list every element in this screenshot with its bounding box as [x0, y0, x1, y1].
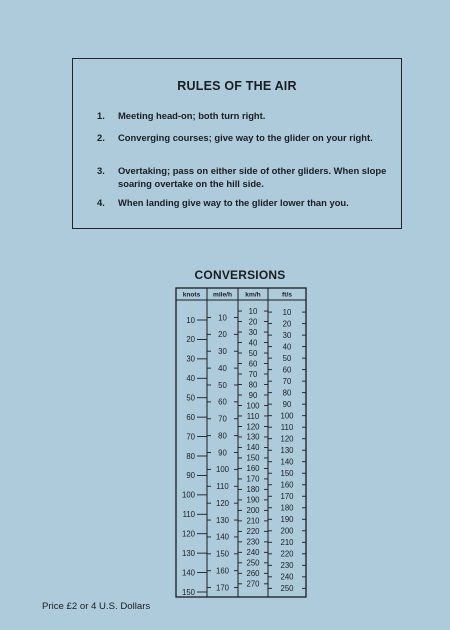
kmh-label: 30 — [248, 327, 258, 337]
column-header: mile/h — [212, 291, 233, 299]
fts-label: 140 — [280, 457, 294, 467]
mph-label: 120 — [215, 498, 230, 508]
fts-label: 240 — [280, 572, 294, 582]
fts-label: 230 — [280, 561, 294, 571]
mph-label: 150 — [215, 549, 230, 559]
mph-label: 100 — [215, 465, 230, 475]
fts-label: 190 — [280, 515, 294, 525]
mph-label: 160 — [215, 566, 230, 576]
kmh-label: 110 — [246, 411, 260, 421]
rule-text: Meeting head-on; both turn right. — [118, 110, 266, 121]
price-note: Price £2 or 4 U.S. Dollars — [42, 601, 151, 612]
fts-label: 40 — [282, 342, 292, 352]
knots-label: 110 — [182, 510, 195, 520]
mph-label: 60 — [218, 397, 227, 407]
kmh-label: 20 — [248, 317, 258, 327]
knots-label: 140 — [181, 568, 195, 578]
rule-number: 1. — [97, 110, 105, 121]
knots-label: 100 — [181, 490, 195, 500]
kmh-label: 40 — [248, 338, 258, 348]
kmh-label: 100 — [246, 401, 260, 411]
mph-label: 110 — [216, 482, 229, 492]
kmh-label: 150 — [246, 453, 260, 463]
kmh-label: 90 — [248, 390, 258, 400]
fts-label: 90 — [282, 399, 292, 409]
column-header: km/h — [245, 291, 261, 299]
mph-label: 50 — [218, 380, 227, 390]
rule-number: 2. — [97, 132, 105, 143]
kmh-label: 210 — [246, 516, 260, 526]
fts-label: 60 — [282, 365, 292, 375]
knots-label: 60 — [186, 412, 195, 422]
knots-label: 70 — [186, 432, 195, 442]
knots-label: 130 — [181, 548, 195, 558]
knots-label: 150 — [181, 587, 195, 597]
mph-label: 130 — [215, 515, 230, 525]
fts-label: 10 — [282, 307, 292, 317]
kmh-label: 200 — [246, 506, 260, 516]
kmh-label: 60 — [248, 359, 258, 369]
fts-label: 210 — [280, 538, 294, 548]
fts-label: 20 — [282, 319, 292, 329]
knots-label: 80 — [186, 451, 195, 461]
knots-label: 30 — [186, 354, 195, 364]
mph-label: 30 — [218, 347, 227, 357]
column-header: knots — [182, 291, 201, 299]
fts-label: 80 — [282, 388, 292, 398]
fts-label: 160 — [280, 480, 294, 490]
fts-label: 250 — [280, 584, 294, 594]
kmh-label: 270 — [246, 579, 260, 589]
fts-label: 30 — [282, 330, 292, 340]
kmh-label: 190 — [246, 495, 260, 505]
mph-label: 170 — [215, 583, 230, 593]
kmh-label: 240 — [246, 548, 260, 558]
kmh-label: 220 — [246, 527, 260, 537]
fts-label: 120 — [280, 434, 294, 444]
kmh-label: 160 — [246, 464, 260, 474]
fts-label: 70 — [282, 376, 292, 386]
mph-label: 140 — [215, 532, 230, 542]
mph-label: 70 — [218, 414, 227, 424]
conversions-title: CONVERSIONS — [194, 268, 286, 282]
kmh-label: 250 — [246, 558, 260, 568]
rule-text: When landing give way to the glider lower than you. — [118, 197, 349, 208]
kmh-label: 80 — [248, 380, 258, 390]
knots-label: 50 — [186, 393, 195, 403]
kmh-label: 50 — [248, 348, 258, 358]
rule-text: Overtaking; pass on either side of other gliders. When slope soaring overtake on the hill side. — [118, 165, 387, 189]
rules-title: RULES OF THE AIR — [177, 79, 297, 93]
knots-label: 20 — [186, 335, 195, 345]
fts-label: 150 — [280, 469, 294, 479]
rule-number: 3. — [97, 165, 105, 176]
kmh-label: 120 — [246, 422, 260, 432]
fts-label: 130 — [280, 446, 294, 456]
kmh-label: 260 — [246, 569, 260, 579]
knots-label: 10 — [186, 315, 195, 325]
fts-label: 170 — [280, 492, 294, 502]
kmh-label: 70 — [248, 369, 258, 379]
fts-label: 100 — [280, 411, 294, 421]
fts-label: 50 — [282, 353, 292, 363]
rule-number: 4. — [97, 197, 105, 208]
kmh-label: 170 — [246, 474, 260, 484]
kmh-label: 230 — [246, 537, 260, 547]
mph-label: 10 — [218, 313, 227, 323]
kmh-label: 130 — [246, 432, 260, 442]
column-header: ft/s — [282, 291, 292, 299]
mph-label: 20 — [218, 330, 227, 340]
mph-label: 80 — [218, 431, 227, 441]
fts-label: 110 — [280, 422, 294, 432]
kmh-label: 180 — [246, 485, 260, 495]
mph-label: 40 — [218, 363, 227, 373]
kmh-label: 10 — [248, 306, 258, 316]
mph-label: 90 — [218, 448, 227, 458]
fts-label: 180 — [280, 503, 294, 513]
knots-label: 40 — [186, 374, 195, 384]
knots-label: 90 — [186, 471, 195, 481]
knots-label: 120 — [181, 529, 195, 539]
fts-label: 220 — [280, 549, 294, 559]
rule-text: Converging courses; give way to the glider on your right. — [118, 132, 373, 143]
kmh-label: 140 — [246, 443, 260, 453]
fts-label: 200 — [280, 526, 294, 536]
